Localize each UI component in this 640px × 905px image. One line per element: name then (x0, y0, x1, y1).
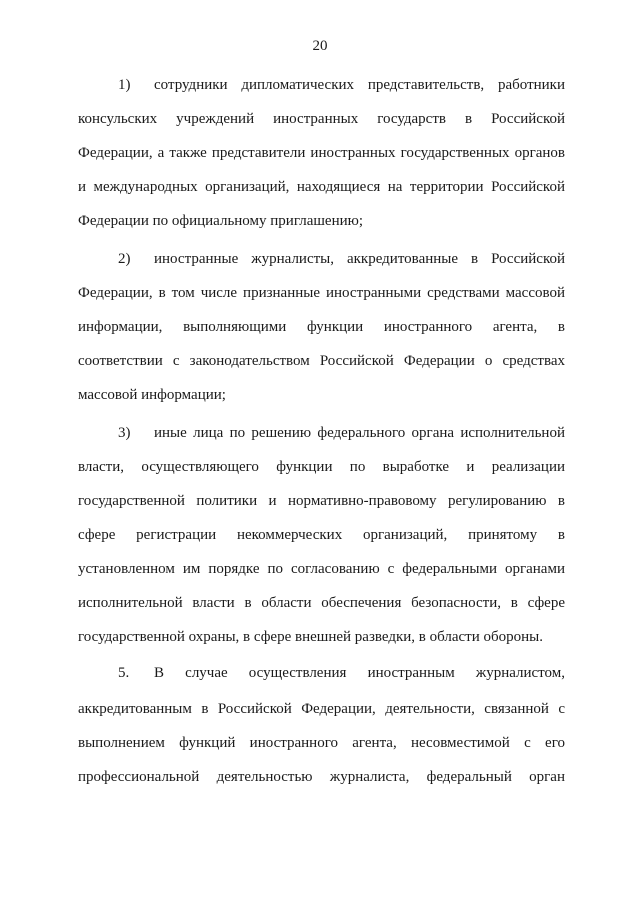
item-2-line-5: массовой информации; (78, 387, 226, 403)
item-2-line-4: соответствии с законодательством Российской Федерации о средствах (78, 353, 565, 369)
item-2-line-2: Федерации, в том числе признанные иностранными средствами массовой (78, 285, 565, 301)
item-2-first-line: иностранные журналисты, аккредитованные в Российской (154, 251, 565, 267)
item-1-line-2: консульских учреждений иностранных государств в Российской (78, 111, 565, 127)
item-5-line-2: аккредитованным в Российской Федерации, деятельности, связанной с (78, 701, 565, 717)
item-1-line-5: Федерации по официальному приглашению; (78, 213, 363, 229)
item-3-line-3: государственной политики и нормативно-правовому регулированию в (78, 493, 565, 509)
item-5-first-line: В случае осуществления иностранным журналистом, (154, 665, 565, 681)
item-1-line-3: Федерации, а также представители иностранных государственных органов (78, 145, 565, 161)
page-number: 20 (312, 38, 328, 54)
item-1-first-line: сотрудники дипломатических представительств, работники (154, 77, 565, 93)
item-5-line-4: профессиональной деятельностью журналиста, федеральный орган (78, 769, 565, 785)
item-3-line-6: исполнительной власти в области обеспечения безопасности, в сфере (78, 595, 565, 611)
item-3-line-2: власти, осуществляющего функции по выработке и реализации (78, 459, 565, 475)
item-3-line-4: сфере регистрации некоммерческих организаций, принятому в (78, 527, 565, 543)
item-1-number: 1) (118, 77, 131, 93)
item-3-line-5: установленном им порядке по согласованию с федеральными органами (78, 561, 565, 577)
item-2-number: 2) (118, 251, 131, 267)
item-2-line-3: информации, выполняющими функции иностранного агента, в (78, 319, 565, 335)
item-5-number: 5. (118, 665, 130, 681)
item-3-first-line: иные лица по решению федерального органа исполнительной (154, 425, 565, 441)
item-3-line-7: государственной охраны, в сфере внешней разведки, в области обороны. (78, 629, 543, 645)
item-5-line-3: выполнением функций иностранного агента, несовместимой с его (78, 735, 565, 751)
item-3-number: 3) (118, 425, 131, 441)
item-1-line-4: и международных организаций, находящиеся на территории Российской (78, 179, 565, 195)
